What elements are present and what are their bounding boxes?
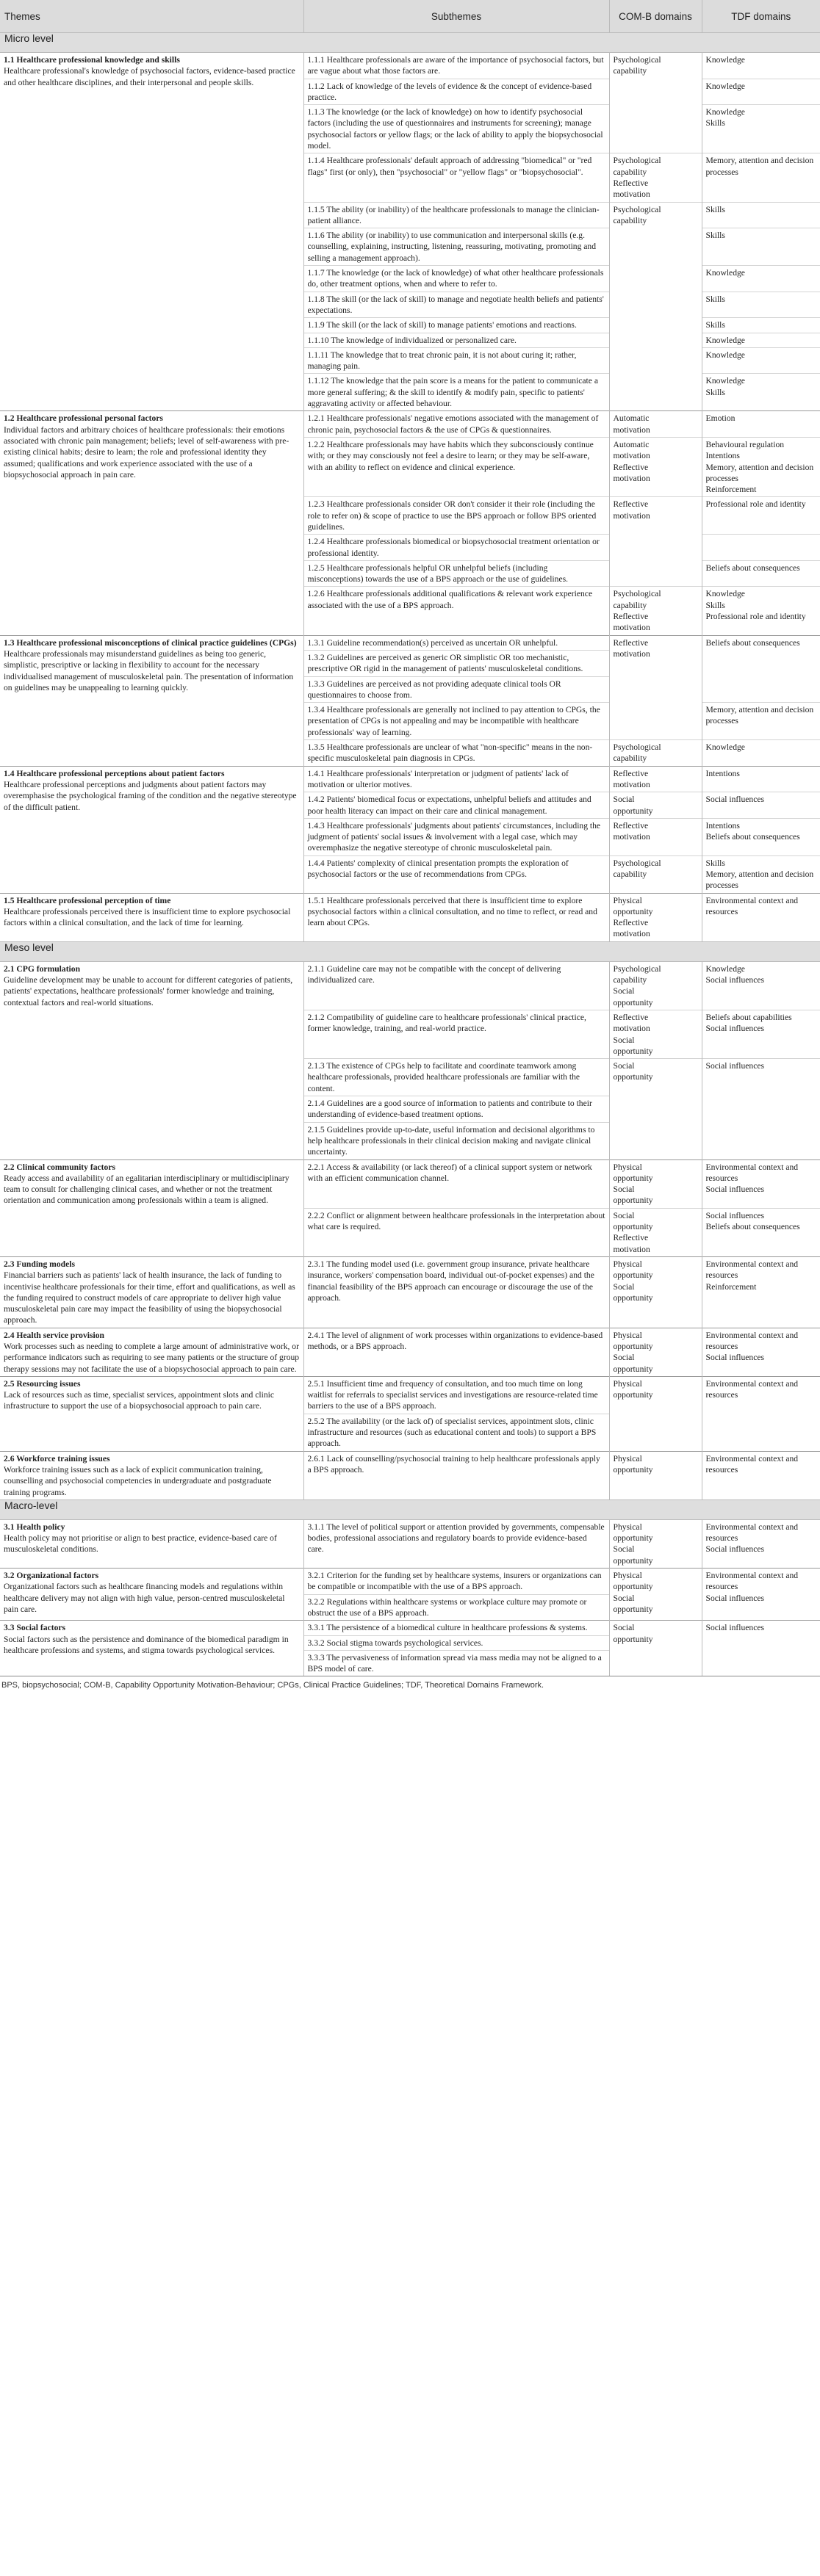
tdf-domain-cell: Intentions: [702, 766, 820, 792]
theme-description: Financial barriers such as patients' lack of health insurance, the lack of funding to incentivise healthcare professionals for their time, effort and qualifications, as well as the funding required to construct models of care appropriate to deliver high value musculoskeletal pain care may impact the feasibility of using the biopsychosocial approach.: [4, 1270, 295, 1325]
table-body: [0, 33, 820, 1676]
header-subthemes: Subthemes: [303, 0, 609, 33]
subtheme-cell: 1.1.3 The knowledge (or the lack of knowledge) on how to identify psychosocial factors (including the use of questionnaires and instruments for screening); manage psychosocial factors or yellow flags; or the lack of ability to apply the biopsychosocial model.: [303, 105, 609, 153]
tdf-domain-cell: Beliefs about capabilities Social influences: [702, 1010, 820, 1058]
theme-cell: [0, 1621, 303, 1676]
subtheme-cell: 1.1.8 The skill (or the lack of skill) to manage and negotiate health beliefs and patients' expectations.: [303, 292, 609, 318]
subtheme-cell: 1.1.4 Healthcare professionals' default approach of addressing "biomedical" or "red flags" first (or only), then "psychosocial" or "yellow flags" or "biopsychosocial".: [303, 153, 609, 202]
subtheme-cell: 2.2.1 Access & availability (or lack thereof) of a clinical support system or network with an efficient communication channel.: [303, 1159, 609, 1208]
subtheme-cell: 1.1.11 The knowledge that to treat chronic pain, it is not about curing it; rather, managing pain.: [303, 347, 609, 374]
header-tdf-domains: TDF domains: [702, 0, 820, 33]
theme-cell: [0, 1328, 303, 1376]
tdf-domain-cell: Knowledge Skills: [702, 105, 820, 153]
subtheme-cell: 1.2.2 Healthcare professionals may have habits which they subconsciously continue with; or they may consciously not feel a desire to learn; or they may be self-aware, with an ability to reflect on evidence and clinical experience.: [303, 437, 609, 496]
tdf-domain-cell: Social influences: [702, 792, 820, 819]
theme-title: 2.4 Health service provision: [4, 1330, 104, 1340]
tdf-domain-cell: [702, 535, 820, 561]
theme-cell: [0, 1519, 303, 1568]
comb-domain-cell: Reflective motivation: [609, 497, 702, 587]
tdf-domain-cell: Environmental context and resources: [702, 1451, 820, 1499]
subtheme-cell: 2.1.4 Guidelines are a good source of information to patients and contribute to their understanding of evidence-based treatment options.: [303, 1096, 609, 1123]
comb-domain-cell: Psychological capability Reflective motivation: [609, 587, 702, 635]
tdf-domain-cell: Social influences Beliefs about consequences: [702, 1208, 820, 1256]
comb-domain-cell: Reflective motivation: [609, 766, 702, 792]
theme-title: 2.1 CPG formulation: [4, 963, 81, 974]
theme-cell: [0, 1451, 303, 1499]
tdf-domain-cell: Environmental context and resources: [702, 1376, 820, 1451]
table-row: [0, 1376, 820, 1414]
table-row: [0, 1569, 820, 1595]
theme-title: 3.2 Organizational factors: [4, 1571, 99, 1581]
tdf-domain-cell: Skills: [702, 292, 820, 318]
tdf-domain-cell: Emotion: [702, 411, 820, 438]
header-comb-domains: COM-B domains: [609, 0, 702, 33]
theme-cell: [0, 411, 303, 635]
subtheme-cell: 1.1.12 The knowledge that the pain score is a means for the patient to communicate a more general suffering; & the skill to identify & modify pain, specific to patients' aggravating activity or affected behaviour.: [303, 374, 609, 411]
comb-domain-cell: Psychological capability: [609, 202, 702, 411]
subtheme-cell: 1.2.4 Healthcare professionals biomedical or biopsychosocial treatment orientation or professional identity.: [303, 535, 609, 561]
tdf-domain-cell: Knowledge Skills: [702, 374, 820, 411]
comb-domain-cell: Psychological capability Social opportunity: [609, 961, 702, 1010]
comb-domain-cell: Reflective motivation: [609, 818, 702, 855]
table-header: [0, 0, 820, 33]
tdf-domain-cell: Memory, attention and decision processes: [702, 153, 820, 202]
comb-domain-cell: Physical opportunity Social opportunity: [609, 1328, 702, 1376]
comb-domain-cell: Physical opportunity: [609, 1376, 702, 1451]
tdf-domain-cell: Environmental context and resources Social influences: [702, 1159, 820, 1208]
tdf-domain-cell: Knowledge Skills Professional role and identity: [702, 587, 820, 635]
comb-domain-cell: Physical opportunity Social opportunity: [609, 1159, 702, 1208]
subtheme-cell: 3.3.1 The persistence of a biomedical culture in healthcare professions & systems.: [303, 1621, 609, 1635]
subtheme-cell: 3.3.2 Social stigma towards psychological services.: [303, 1635, 609, 1650]
comb-domain-cell: Psychological capability: [609, 53, 702, 153]
table-row: [0, 1451, 820, 1499]
theme-cell: [0, 766, 303, 893]
theme-description: Healthcare professionals perceived there is insufficient time to explore psychosocial factors within a clinical consultation, and the lack of time for learning.: [4, 906, 291, 928]
subtheme-cell: 2.5.1 Insufficient time and frequency of consultation, and too much time on long waitlist for referrals to specialist services and investigations are resource-related time barriers to the use of a BPS approach.: [303, 1376, 609, 1414]
theme-cell: [0, 1376, 303, 1451]
theme-cell: [0, 53, 303, 411]
level-row: [0, 941, 820, 961]
theme-title: 3.1 Health policy: [4, 1522, 65, 1532]
subtheme-cell: 1.1.10 The knowledge of individualized or personalized care.: [303, 333, 609, 347]
tdf-domain-cell: Knowledge: [702, 266, 820, 292]
tdf-domain-cell: Skills: [702, 318, 820, 333]
tdf-domain-cell: Social influences: [702, 1621, 820, 1676]
comb-domain-cell: Physical opportunity: [609, 1451, 702, 1499]
level-row: [0, 1499, 820, 1519]
table-row: [0, 635, 820, 650]
subtheme-cell: 1.2.3 Healthcare professionals consider OR don't consider it their role (including the role to refer on) & scope of practice to use the BPS approach or follow BPS oriented guidelines.: [303, 497, 609, 535]
theme-title: 1.1 Healthcare professional knowledge and skills: [4, 55, 180, 65]
subtheme-cell: 1.3.1 Guideline recommendation(s) perceived as uncertain OR unhelpful.: [303, 635, 609, 650]
table-row: [0, 1621, 820, 1635]
theme-title: 3.3 Social factors: [4, 1623, 66, 1633]
level-label: Macro-level: [0, 1499, 820, 1519]
comb-domain-cell: Social opportunity: [609, 1621, 702, 1676]
subtheme-cell: 1.1.6 The ability (or inability) to use communication and interpersonal skills (e.g. counselling, explaining, instructing, listening, reassuring, motivating, promoting and selling a management approach).: [303, 228, 609, 266]
subtheme-cell: 3.1.1 The level of political support or attention provided by governments, compensable bodies, professional associations and regulatory boards to provide evidence-based care.: [303, 1519, 609, 1568]
tdf-domain-cell: Beliefs about consequences: [702, 560, 820, 587]
comb-domain-cell: Social opportunity: [609, 792, 702, 819]
subtheme-cell: 2.2.2 Conflict or alignment between healthcare professionals in the interpretation about what care is required.: [303, 1208, 609, 1256]
subtheme-cell: 1.4.1 Healthcare professionals' interpretation or judgment of patients' lack of motivation or ulterior motives.: [303, 766, 609, 792]
subtheme-cell: 1.1.7 The knowledge (or the lack of knowledge) of what other healthcare professionals do, other treatment options, when and where to refer to.: [303, 266, 609, 292]
theme-cell: [0, 893, 303, 941]
table-row: [0, 1519, 820, 1568]
theme-cell: [0, 635, 303, 766]
table-footnote: BPS, biopsychosocial; COM-B, Capability Opportunity Motivation-Behaviour; CPGs, Clinical Practice Guidelines; TDF, Theoretical Domains Framework.: [0, 1676, 820, 1694]
tdf-domain-cell: Beliefs about consequences: [702, 635, 820, 702]
tdf-domain-cell: Environmental context and resources Social influences: [702, 1328, 820, 1376]
subtheme-cell: 1.1.5 The ability (or inability) of the healthcare professionals to manage the clinician-patient alliance.: [303, 202, 609, 228]
comb-domain-cell: Psychological capability: [609, 855, 702, 893]
comb-domain-cell: Social opportunity: [609, 1059, 702, 1159]
comb-domain-cell: Psychological capability: [609, 740, 702, 767]
subtheme-cell: 2.3.1 The funding model used (i.e. government group insurance, private healthcare insurance, workers' compensation board, individual out-of-pocket expenses) and the financial feasibility of the BPS approach can encourage or discourage the use of the approach.: [303, 1256, 609, 1328]
tdf-domain-cell: Knowledge: [702, 53, 820, 79]
tdf-domain-cell: Knowledge: [702, 347, 820, 374]
theme-title: 2.3 Funding models: [4, 1259, 75, 1269]
tdf-domain-cell: Environmental context and resources Social influences: [702, 1519, 820, 1568]
subtheme-cell: 1.1.1 Healthcare professionals are aware of the importance of psychosocial factors, but are vague about what those factors are.: [303, 53, 609, 79]
comb-domain-cell: Automatic motivation: [609, 411, 702, 438]
theme-description: Health policy may not prioritise or align to best practice, evidence-based care of musculoskeletal conditions.: [4, 1533, 277, 1555]
comb-domain-cell: Physical opportunity Social opportunity: [609, 1519, 702, 1568]
subtheme-cell: 2.1.1 Guideline care may not be compatible with the concept of delivering individualized care.: [303, 961, 609, 1010]
theme-description: Ready access and availability of an egalitarian interdisciplinary or multidisciplinary team to consult for challenging clinical cases, and whether or not the treatment orientation and communication among professionals within a team is aligned.: [4, 1173, 289, 1206]
subtheme-cell: 1.4.2 Patients' biomedical focus or expectations, unhelpful beliefs and attitudes and poor health literacy can impact on their care and clinical management.: [303, 792, 609, 819]
tdf-domain-cell: Knowledge Social influences: [702, 961, 820, 1010]
table-row: [0, 766, 820, 792]
comb-domain-cell: Social opportunity Reflective motivation: [609, 1208, 702, 1256]
table-row: [0, 1159, 820, 1208]
comb-domain-cell: Reflective motivation: [609, 635, 702, 739]
comb-domain-cell: Physical opportunity Social opportunity: [609, 1569, 702, 1621]
theme-title: 2.5 Resourcing issues: [4, 1378, 81, 1389]
theme-description: Individual factors and arbitrary choices of healthcare professionals: their emotions associated with chronic pain management; beliefs; level of self-awareness with pre-existing clinical habits; desire to learn; the role and professional identity they assumed; qualifications and work experience associated with the use of a biopsychosocial approach in pain care.: [4, 424, 289, 480]
theme-cell: [0, 961, 303, 1159]
subtheme-cell: 1.4.4 Patients' complexity of clinical presentation prompts the exploration of psychosocial factors or the use of recommendations from CPGs.: [303, 855, 609, 893]
subtheme-cell: 2.1.2 Compatibility of guideline care to healthcare professionals' clinical practice, former knowledge, training, and real-world practice.: [303, 1010, 609, 1058]
comb-domain-cell: Physical opportunity Social opportunity: [609, 1256, 702, 1328]
tdf-domain-cell: Knowledge: [702, 333, 820, 347]
comb-domain-cell: Psychological capability Reflective motivation: [609, 153, 702, 202]
theme-title: 1.2 Healthcare professional personal factors: [4, 413, 163, 424]
tdf-domain-cell: Skills Memory, attention and decision processes: [702, 855, 820, 893]
tdf-domain-cell: Professional role and identity: [702, 497, 820, 535]
theme-title: 2.6 Workforce training issues: [4, 1453, 110, 1464]
tdf-domain-cell: Behavioural regulation Intentions Memory, attention and decision processes Reinforcement: [702, 437, 820, 496]
table-row: [0, 893, 820, 941]
theme-description: Healthcare professionals may misunderstand guidelines as being too generic, simplistic, prescriptive or lacking in flexibility to account for the necessary individualised management of musculoskeletal pain. The presentation of information on guidelines may be unappealing to learning quickly.: [4, 648, 294, 692]
theme-title: 1.3 Healthcare professional misconceptions of clinical practice guidelines (CPGs): [4, 637, 297, 648]
subtheme-cell: 1.3.5 Healthcare professionals are unclear of what "non-specific" means in the non-specific musculoskeletal pain diagnosis in CPGs.: [303, 740, 609, 767]
theme-title: 1.4 Healthcare professional perceptions about patient factors: [4, 768, 225, 778]
subtheme-cell: 2.1.3 The existence of CPGs help to facilitate and coordinate teamwork among healthcare professionals, provided healthcare professionals are familiar with the content.: [303, 1059, 609, 1096]
level-label: Micro level: [0, 33, 820, 53]
subtheme-cell: 1.1.2 Lack of knowledge of the levels of evidence & the concept of evidence-based practice.: [303, 79, 609, 105]
table-row: [0, 53, 820, 79]
theme-description: Workforce training issues such as a lack of explicit communication training, counselling and psychosocial competencies in undergraduate and postgraduate training programs.: [4, 1464, 272, 1497]
theme-description: Guideline development may be unable to account for different categories of patients, patients' expectations, healthcare professionals' former knowledge and training, contextual factors and real-world situations.: [4, 975, 293, 1007]
subtheme-cell: 3.2.2 Regulations within healthcare systems or workplace culture may promote or obstruct the use of a BPS approach.: [303, 1594, 609, 1621]
theme-description: Lack of resources such as time, specialist services, appointment slots and clinic infrastructure to support the use of a biopsychosocial approach to pain care.: [4, 1390, 274, 1411]
subtheme-cell: 1.1.9 The skill (or the lack of skill) to manage patients' emotions and reactions.: [303, 318, 609, 333]
comb-domain-cell: Physical opportunity Reflective motivation: [609, 893, 702, 941]
subtheme-cell: 1.2.1 Healthcare professionals' negative emotions associated with the management of chronic pain, psychosocial factors & the use of CPGs & questionnaires.: [303, 411, 609, 438]
theme-title: 2.2 Clinical community factors: [4, 1162, 115, 1172]
tdf-domain-cell: Environmental context and resources: [702, 893, 820, 941]
tdf-domain-cell: Knowledge: [702, 79, 820, 105]
theme-description: Healthcare professional's knowledge of psychosocial factors, evidence-based practice and other healthcare disciplines, and their interpersonal and people skills.: [4, 66, 295, 87]
comb-domain-cell: Reflective motivation Social opportunity: [609, 1010, 702, 1058]
header-themes: Themes: [0, 0, 303, 33]
tdf-domain-cell: Memory, attention and decision processes: [702, 703, 820, 740]
theme-description: Social factors such as the persistence and dominance of the biomedical paradigm in healthcare professions and systems, and stigma towards psychological services.: [4, 1634, 289, 1655]
subtheme-cell: 2.4.1 The level of alignment of work processes within organizations to evidence-based methods, or a BPS approach.: [303, 1328, 609, 1376]
subtheme-cell: 1.2.5 Healthcare professionals helpful OR unhelpful beliefs (including misconceptions) towards the use of a BPS approach or the use of guidelines.: [303, 560, 609, 587]
tdf-domain-cell: Intentions Beliefs about consequences: [702, 818, 820, 855]
subtheme-cell: 1.3.4 Healthcare professionals are generally not inclined to pay attention to CPGs, the presentation of CPGs is not appealing and may be incompatible with healthcare professionals' way of learning.: [303, 703, 609, 740]
subtheme-cell: 3.3.3 The pervasiveness of information spread via mass media may not be aligned to a BPS model of care.: [303, 1650, 609, 1676]
subtheme-cell: 1.3.2 Guidelines are perceived as generic OR simplistic OR too mechanistic, prescriptive OR rigid in the management of patients' musculoskeletal conditions.: [303, 650, 609, 676]
theme-cell: [0, 1159, 303, 1256]
table-row: [0, 411, 820, 438]
tdf-domain-cell: Knowledge: [702, 740, 820, 767]
subtheme-cell: 1.5.1 Healthcare professionals perceived that there is insufficient time to explore psychosocial factors within a clinical consultation, and no time to reflect, or read and learn about CPGs.: [303, 893, 609, 941]
table-row: [0, 1328, 820, 1376]
theme-title: 1.5 Healthcare professional perception of time: [4, 895, 171, 905]
table-row: [0, 961, 820, 1010]
level-label: Meso level: [0, 941, 820, 961]
tdf-domain-cell: Environmental context and resources Reinforcement: [702, 1256, 820, 1328]
subtheme-cell: 1.3.3 Guidelines are perceived as not providing adequate clinical tools OR questionnaires to choose from.: [303, 676, 609, 703]
subtheme-cell: 2.5.2 The availability (or the lack of) of specialist services, appointment slots, clinic infrastructure and resources (such as educational content and tools) to support a BPS approach.: [303, 1414, 609, 1451]
tdf-domain-cell: Skills: [702, 228, 820, 266]
level-row: [0, 33, 820, 53]
theme-description: Work processes such as needing to complete a large amount of administrative work, or performance indicators such as requiring to see many patients or the structure of group therapy sessions may not facilitate the use of a biopsychosocial approach to pain care.: [4, 1341, 300, 1374]
subtheme-cell: 2.1.5 Guidelines provide up-to-date, useful information and decisional algorithms to help healthcare professionals in their clinical decision making and navigate clinical uncertainty.: [303, 1122, 609, 1159]
theme-cell: [0, 1256, 303, 1328]
subtheme-cell: 3.2.1 Criterion for the funding set by healthcare systems, insurers or organizations can be compatible or incompatible with the use of a BPS approach.: [303, 1569, 609, 1595]
subtheme-cell: 1.4.3 Healthcare professionals' judgments about patients' circumstances, including the judgment of patients' social issues & involvement with a legal case, which may overemphasize the negative stereotype of chronic musculoskeletal pain.: [303, 818, 609, 855]
subtheme-cell: 1.2.6 Healthcare professionals additional qualifications & relevant work experience associated with the use of a BPS approach.: [303, 587, 609, 635]
theme-description: Organizational factors such as healthcare financing models and regulations within healthcare delivery may not align with high value, person-centred musculoskeletal pain care.: [4, 1582, 285, 1614]
tdf-domain-cell: Environmental context and resources Social influences: [702, 1569, 820, 1621]
theme-cell: [0, 1569, 303, 1621]
subtheme-cell: 2.6.1 Lack of counselling/psychosocial training to help healthcare professionals apply a BPS approach.: [303, 1451, 609, 1499]
theme-description: Healthcare professional perceptions and judgments about patient factors may overemphasise the psychological framing of the condition and the negative stereotype of the difficult patient.: [4, 779, 297, 812]
comb-domain-cell: Automatic motivation Reflective motivation: [609, 437, 702, 496]
tdf-domain-cell: Skills: [702, 202, 820, 228]
tdf-domain-cell: Social influences: [702, 1059, 820, 1159]
table-row: [0, 1256, 820, 1328]
